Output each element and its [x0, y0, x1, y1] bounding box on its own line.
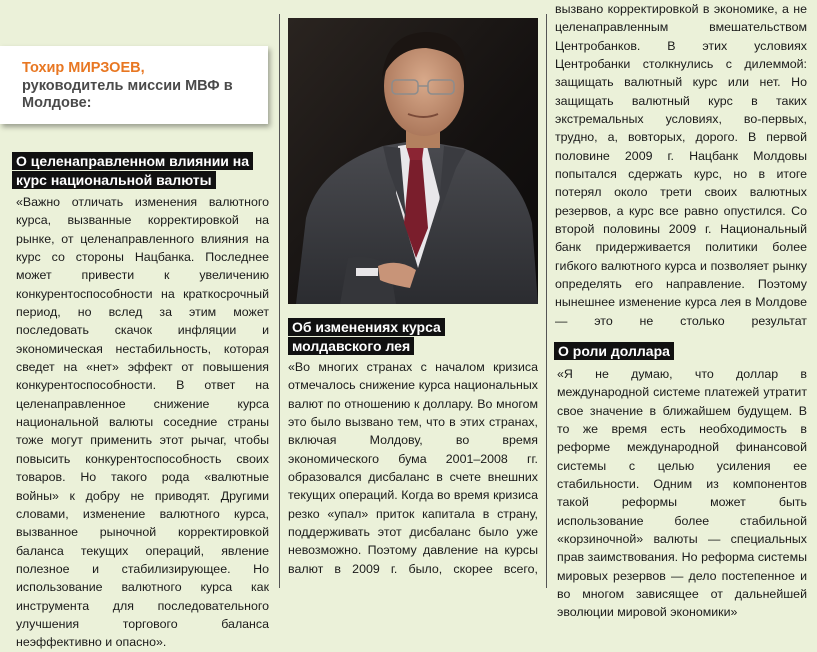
- column-divider-2: [546, 14, 547, 588]
- section-heading-2: [288, 318, 538, 356]
- speaker-name: Тохир МИРЗОЕВ,: [22, 60, 145, 76]
- section-heading-1-line2: курс национальной валюты: [12, 171, 216, 189]
- section-text-1: «Важно отличать изменения валютного курса, вызванные корректировкой на рынке, от целенаправленного влияния на курс со стороны Нацбанка. Последнее может привести к увеличению конкурентоспособности на краткосрочный период, но вслед за этим может последовать скачок инфляции и экономическая нестабильность, которая сведет на «нет» эффект от повышения конкурентоспособности. В ответ на целенаправленное снижение курса национальной валюты соседние страны тоже могут применить этот рычаг, чтобы повысить конкурентоспособность своих товаров. Но такого рода «валютные войны» к добру не приводят. Другими словами, изменение валютного курса, вызванное рыночной корректировкой баланса текущих операций, явление полезное и стабилизирующее. Но использование валютного курса как инструмента для последовательного улучшения торгового баланса неэффективно и опасно».: [16, 195, 269, 650]
- speaker-card: [0, 46, 268, 124]
- section-heading-1-line1: О целенаправленном влиянии на: [12, 152, 253, 170]
- speaker-role: руководитель миссии МВФ в Молдове:: [22, 78, 233, 111]
- section-heading-2-line1: Об изменениях курса: [288, 318, 445, 336]
- section-heading-1: [12, 152, 272, 190]
- section-text-2a: «Во многих странах с началом кризиса отмечалось снижение курса национальных валют по отношению к доллару. Во многом это было вызвано тем, что в этих странах, включая Молдову, во время экономического бума 2001–2008 гг. образовался дисбаланс в счете внешних текущих операций. Когда во время кризиса резко «упал» приток капитала в страну, поддерживать этот дисбаланс было уже невозможно. Поэтому давление на курсы валют в 2009 г. было, скорее всего,: [288, 360, 538, 576]
- section-text-2-part2: [555, 0, 807, 330]
- section-heading-3: [554, 342, 804, 361]
- portrait-photo: [288, 18, 538, 304]
- section-heading-3-line1: О роли доллара: [554, 342, 674, 360]
- portrait-illustration: [288, 18, 538, 304]
- section-text-2-part1: [288, 358, 538, 578]
- section-text-3: «Я не думаю, что доллар в международной системе платежей утратит свое значение в ближайшем будущем. В то же время есть необходимость в реформе международной финансовой системы с целью усиления ее стабильности. Одним из компонентов такой реформы может быть использование более стабильной «корзиночной» валюты — специальных прав заимствования. Но реформа системы мировых резервов — дело постепенное и во многом зависящее от дальнейшей эволюции мировой экономики»: [557, 367, 807, 620]
- column-divider-1: [279, 14, 280, 588]
- section-text-2b: вызвано корректировкой в экономике, а не целенаправленным вмешательством Центробанков. В этих условиях Центробанки столкнулись с дилеммой: защищать валютный курс или нет. Но защищать валютный курс в таких экстремальных условиях, во-первых, трудно, а, вовторых, дорого. В первой половине 2009 г. Нацбанк Молдовы попытался сдержать курс, но в итоге потерял около трети своих валютных резервов, а курс все равно опустился. Со второй половины 2009 г. Национальный банк придерживается политики более гибкого валютного курса и позволяет рынку определять его направление. Поэтому нынешнее изменение курса лея в Молдове — это не столько результат: [555, 1, 807, 328]
- section-heading-2-line2: молдавского лея: [288, 337, 414, 355]
